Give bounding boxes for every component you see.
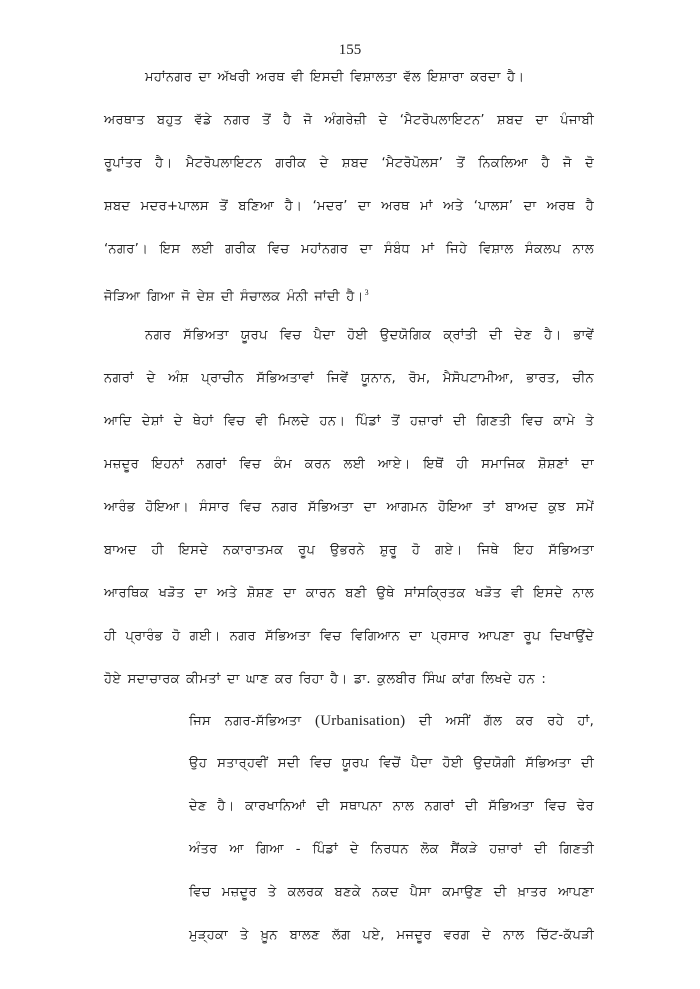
paragraph-line: ਮਜ਼ਦੂਰ ਇਹਨਾਂ ਨਗਰਾਂ ਵਿਚ ਕੰਮ ਕਰਨ ਲਈ ਆਏ। ਇਥੋਂ ਹੀ ਸਮਾਜਿਕ ਸ਼ੋਸ਼ਣਾਂ ਦਾ: [104, 457, 594, 472]
paragraph-line: ਹੋਏ ਸਦਾਚਾਰਕ ਕੀਮਤਾਂ ਦਾ ਘਾਣ ਕਰ ਰਿਹਾ ਹੈ। ਡਾ. ਕੁਲਬੀਰ ਸਿੰਘ ਕਾਂਗ ਲਿਖਦੇ ਹਨ :: [104, 672, 546, 687]
paragraph-line: ਆਰੰਭ ਹੋਇਆ। ਸੰਸਾਰ ਵਿਚ ਨਗਰ ਸੱਭਿਅਤਾ ਦਾ ਆਗਮਨ ਹੋਇਆ ਤਾਂ ਬਾਅਦ ਕੁਝ ਸਮੇਂ: [104, 500, 594, 515]
paragraph-line: ਰੂਪਾਂਤਰ ਹੈ। ਮੈਟਰੋਪਲਾਇਟਨ ਗਰੀਕ ਦੇ ਸ਼ਬਦ ‘ਮੈਟਰੋਪੋਲਸ’ ਤੋਂ ਨਿਕਲਿਆ ਹੈ ਜੋ ਦੋ: [104, 156, 594, 171]
paragraph-line: ਆਰਥਿਕ ਖੜੋਤ ਦਾ ਅਤੇ ਸ਼ੋਸ਼ਣ ਦਾ ਕਾਰਨ ਬਣੀ ਉਥੇ ਸਾਂਸਕ੍ਰਿਤਕ ਖੜੋਤ ਵੀ ਇਸਦੇ ਨਾਲ: [104, 586, 594, 601]
quote-line: ਦੇਣ ਹੈ। ਕਾਰਖਾਨਿਆਂ ਦੀ ਸਥਾਪਨਾ ਨਾਲ ਨਗਰਾਂ ਦੀ ਸੱਭਿਅਤਾ ਵਿਚ ਢੇਰ: [189, 799, 594, 814]
quote-text: ਦੀ ਅਸੀਂ ਗੱਲ ਕਰ ਰਹੇ ਹਾਂ,: [419, 714, 594, 729]
paragraph-line: ਸ਼ਬਦ ਮਦਰ+ਪਾਲਸ ਤੋਂ ਬਣਿਆ ਹੈ। ‘ਮਦਰ’ ਦਾ ਅਰਥ ਮਾਂ ਅਤੇ ‘ਪਾਲਸ’ ਦਾ ਅਰਥ ਹੈ: [104, 199, 594, 214]
paragraph-line: ਅਰਥਾਤ ਬਹੁਤ ਵੱਡੇ ਨਗਰ ਤੋਂ ਹੈ ਜੋ ਅੰਗਰੇਜ਼ੀ ਦੇ ‘ਮੈਟਰੋਪਲਾਇਟਨ’ ਸ਼ਬਦ ਦਾ ਪੰਜਾਬੀ: [104, 113, 594, 128]
quote-text: ਜਿਸ ਨਗਰ-ਸੱਭਿਅਤਾ: [189, 714, 302, 729]
paragraph-line: ਨਗਰ ਸੱਭਿਅਤਾ ਯੂਰਪ ਵਿਚ ਪੈਦਾ ਹੋਈ ਉਦਯੋਗਿਕ ਕ੍ਰਾਂਤੀ ਦੀ ਦੇਣ ਹੈ। ਭਾਵੇਂ: [145, 328, 594, 343]
quote-line: ਵਿਚ ਮਜ਼ਦੂਰ ਤੇ ਕਲਰਕ ਬਣਕੇ ਨਕਦ ਪੈਸਾ ਕਮਾਉਣ ਦੀ ਖ਼ਾਤਰ ਆਪਣਾ: [189, 885, 594, 900]
paragraph-line: ਹੀ ਪ੍ਰਾਰੰਭ ਹੋ ਗਈ। ਨਗਰ ਸੱਭਿਅਤਾ ਵਿਚ ਵਿਗਿਆਨ ਦਾ ਪ੍ਰਸਾਰ ਆਪਣਾ ਰੂਪ ਦਿਖਾਉਂਦੇ: [104, 629, 594, 644]
paragraph-line-last: [104, 284, 369, 306]
paragraph-line: ਬਾਅਦ ਹੀ ਇਸਦੇ ਨਕਾਰਾਤਮਕ ਰੂਪ ਉਭਰਨੇ ਸ਼ੁਰੂ ਹੋ ਗਏ। ਜਿਥੇ ਇਹ ਸੱਭਿਅਤਾ: [104, 543, 594, 558]
quote-line: ਮੁੜ੍ਹਕਾ ਤੇ ਖ਼ੂਨ ਬਾਲਣ ਲੱਗ ਪਏ, ਮਜਦੂਰ ਵਰਗ ਦੇ ਨਾਲ ਚਿੱਟ-ਕੱਪੜੀ: [189, 928, 594, 943]
quote-line: ਉਹ ਸਤਾਰ੍ਹਵੀਂ ਸਦੀ ਵਿਚ ਯੂਰਪ ਵਿਚੋਂ ਪੈਦਾ ਹੋਈ ਉਦਯੋਗੀ ਸੱਭਿਅਤਾ ਦੀ: [189, 756, 594, 771]
paragraph-line: ਨਗਰਾਂ ਦੇ ਅੰਸ਼ ਪ੍ਰਾਚੀਨ ਸੱਭਿਅਤਾਵਾਂ ਜਿਵੇਂ ਯੂਨਾਨ, ਰੋਮ, ਮੈਸੋਪਟਾਮੀਆ, ਭਾਰਤ, ਚੀਨ: [104, 371, 594, 386]
paragraph-line: ਆਦਿ ਦੇਸ਼ਾਂ ਦੇ ਥੇਹਾਂ ਵਿਚ ਵੀ ਮਿਲਦੇ ਹਨ। ਪਿੰਡਾਂ ਤੋਂ ਹਜ਼ਾਰਾਂ ਦੀ ਗਿਣਤੀ ਵਿਚ ਕਾਮੇ ਤੇ: [104, 414, 594, 429]
quote-line: [189, 712, 594, 731]
page-number: 155: [338, 42, 362, 58]
quote-latin-term: (Urbanisation): [315, 713, 406, 729]
paragraph-line: ਮਹਾਂਨਗਰ ਦਾ ਅੱਖਰੀ ਅਰਥ ਵੀ ਇਸਦੀ ਵਿਸ਼ਾਲਤਾ ਵੱਲ ਇਸ਼ਾਰਾ ਕਰਦਾ ਹੈ।: [145, 70, 525, 85]
paragraph-line: ‘ਨਗਰ’। ਇਸ ਲਈ ਗਰੀਕ ਵਿਚ ਮਹਾਂਨਗਰ ਦਾ ਸੰਬੰਧ ਮਾਂ ਜਿਹੇ ਵਿਸ਼ਾਲ ਸੰਕਲਪ ਨਾਲ: [104, 242, 594, 257]
quote-line: ਅੰਤਰ ਆ ਗਿਆ - ਪਿੰਡਾਂ ਦੇ ਨਿਰਧਨ ਲੋਕ ਸੈਂਕੜੇ ਹਜ਼ਾਰਾਂ ਦੀ ਗਿਣਤੀ: [189, 842, 594, 857]
footnote-reference: 3: [364, 288, 369, 297]
paragraph-line-text: ਜੋੜਿਆ ਗਿਆ ਜੋ ਦੇਸ਼ ਦੀ ਸੰਚਾਲਕ ਮੰਨੀ ਜਾਂਦੀ ਹੈ।: [104, 289, 364, 305]
